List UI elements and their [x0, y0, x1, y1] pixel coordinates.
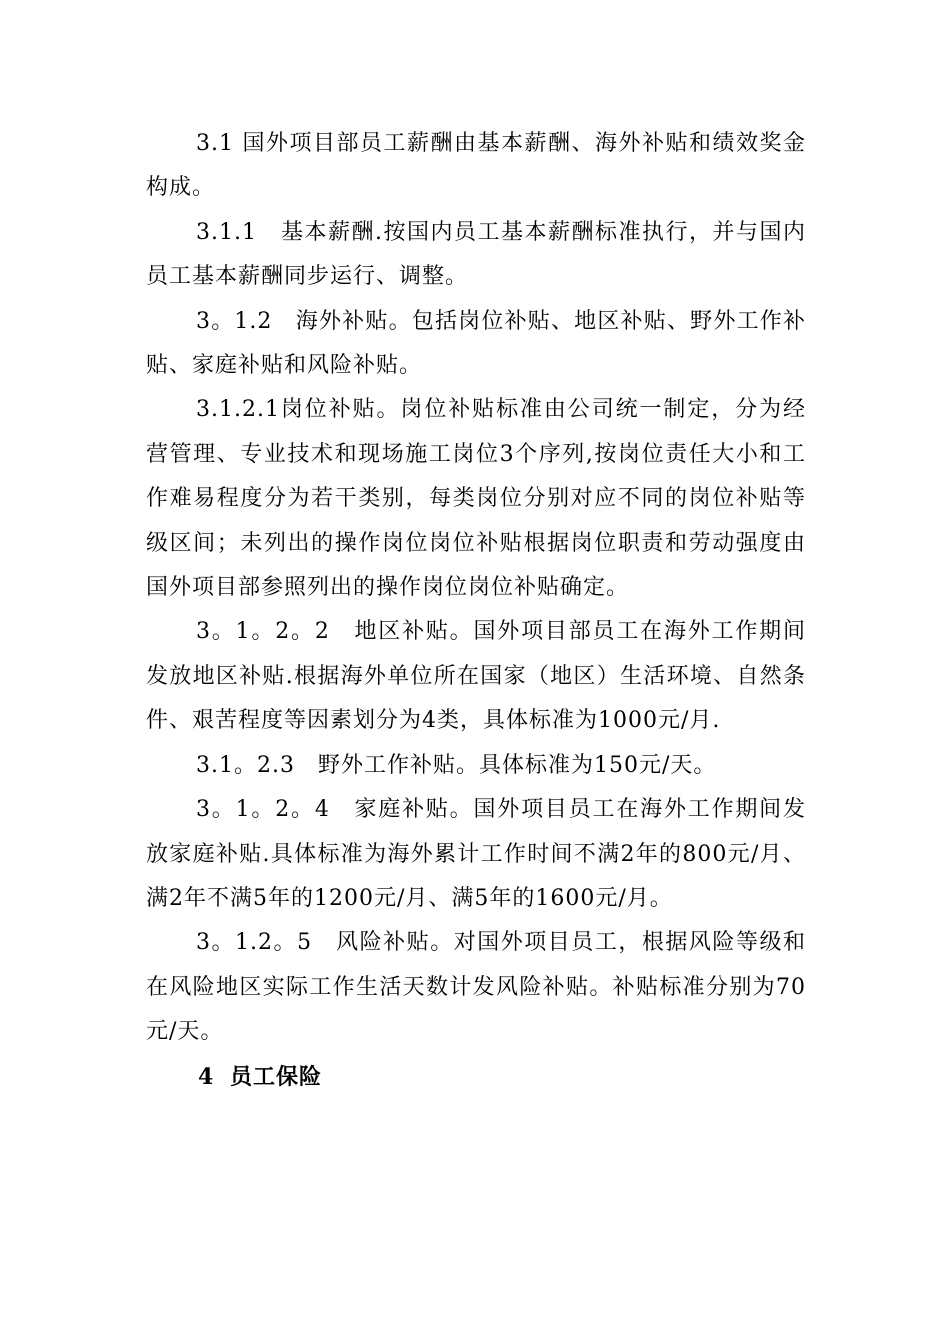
section-title: 员工保险	[230, 1063, 323, 1090]
paragraph-3-1-2-2: 3。1。2。2 地区补贴。国外项目部员工在海外工作期间发放地区补贴.根据海外单位所在国家（地区）生活环境、自然条件、艰苦程度等因素划分为4类，具体标准为1000元/月.	[146, 619, 806, 734]
paragraph-3-1-2: 3。1.2 海外补贴。包括岗位补贴、地区补贴、野外工作补贴、家庭补贴和风险补贴。	[146, 308, 806, 379]
document-body	[146, 122, 806, 1099]
paragraph-3-1: 3.1 国外项目部员工薪酬由基本薪酬、海外补贴和绩效奖金构成。	[146, 131, 806, 201]
paragraph-3-1-2-3: 3.1。2.3 野外工作补贴。具体标准为150元/天。	[196, 752, 717, 778]
paragraph-3-1-2-5: 3。1.2。5 风险补贴。对国外项目员工，根据风险等级和在风险地区实际工作生活天数计发风险补贴。补贴标准分别为70元/天。	[146, 930, 806, 1045]
section-number: 4	[198, 1063, 215, 1090]
section-heading	[146, 1055, 806, 1099]
paragraph-3-1-1: 3.1.1 基本薪酬.按国内员工基本薪酬标准执行，并与国内员工基本薪酬同步运行、调整。	[146, 219, 806, 290]
paragraph-3-1-2-1: 3.1.2.1岗位补贴。岗位补贴标准由公司统一制定，分为经营管理、专业技术和现场施工岗位3个序列,按岗位责任大小和工作难易程度分为若干类别，每类岗位分别对应不同的岗位补贴等级区间；未列出的操作岗位岗位补贴根据岗位职责和劳动强度由国外项目部参照列出的操作岗位岗位补贴确定。	[146, 397, 806, 601]
paragraph-3-1-2-4: 3。1。2。4 家庭补贴。国外项目员工在海外工作期间发放家庭补贴.具体标准为海外累计工作时间不满2年的800元/月、满2年不满5年的1200元/月、满5年的1600元/月。	[146, 797, 806, 911]
